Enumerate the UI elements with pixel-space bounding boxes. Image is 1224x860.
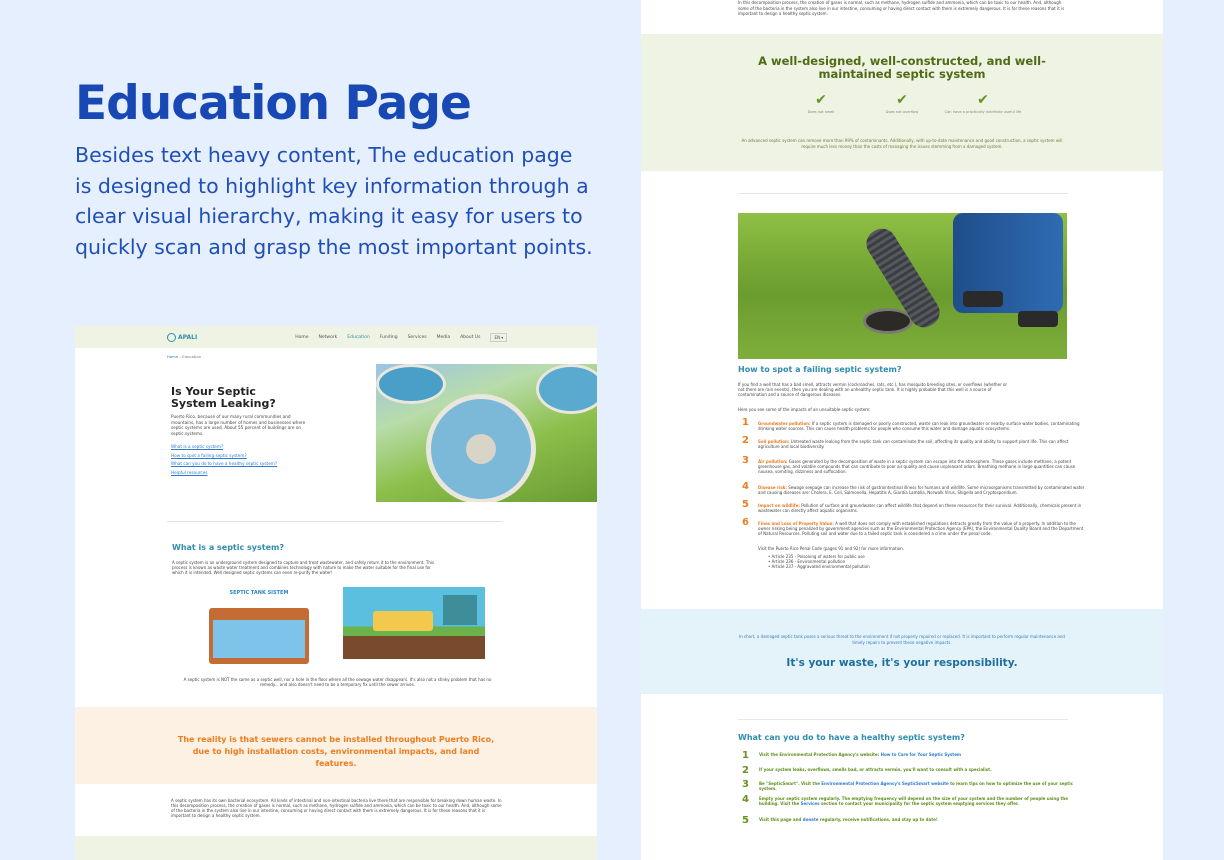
impact-text: Gases generated by the decomposition of waste in a septic system can escape into the atmosphere. These gases include methane, a potent greenhouse gas, and volatile compounds that can contribute to poor air quality and cause unpleasant odors. Breathing methane in large quantities can cause nausea, vomiting, dizziness and suffocation. [758, 459, 1076, 475]
impact-number: 1 [742, 417, 749, 428]
impact-text: Untreated waste leaking from the septic tank can contaminate the soil, affecting its quality and ability to support plant life. This can affect agriculture and local biodiversity. [758, 439, 1069, 450]
toc-link[interactable]: How to spot a failing septic system? [171, 452, 247, 458]
chevron-down-icon: ▾ [501, 334, 504, 340]
divider [738, 193, 1068, 194]
impact-number: 6 [742, 517, 749, 528]
divider [167, 521, 503, 522]
impact-number: 3 [742, 455, 749, 466]
septic-tank-diagram [193, 586, 325, 666]
list-item: • Article 236 - Environmental pollution [768, 559, 846, 564]
impact-label: Impact on wildlife: [758, 503, 800, 508]
impacts-subtitle: Here you see some of the impacts of an unsuitable septic system: [738, 407, 871, 412]
table-of-contents [171, 443, 277, 477]
responsibility-text: In short, a damaged septic tank poses a serious threat to the environment if not properly repaired or replaced. It is important to perform regular maintenance and timely repairs to prevent these negative impacts. [739, 634, 1065, 645]
step-number: 5 [742, 815, 749, 826]
benefit-label: Does not overflow [885, 110, 919, 114]
navbar [75, 326, 597, 348]
toc-link[interactable]: What is a septic system? [171, 444, 224, 449]
divider [738, 719, 1068, 720]
check-circle-icon: ✔ [977, 92, 989, 108]
check-circle-icon: ✔ [815, 92, 827, 108]
treatment-plant-image [376, 364, 597, 502]
impact-number: 4 [742, 481, 749, 492]
diagram-title: SEPTIC TANK SISTEM [229, 590, 289, 596]
breadcrumb [167, 354, 201, 359]
next-section-band [75, 836, 597, 860]
impact-label: Fines and Loss of Property Value: [758, 521, 834, 526]
logo-text: APALI [178, 333, 198, 341]
impact-text: Sewage seepage can increase the risk of gastrointestinal illness for humans and wildlife. Some microorganisms transmitted by contaminated water and causing diseases are: Cholera, E. Coli, Salmonella, Hepatitis A, Giardia Lamblia, Norwalk Virus, Shigella and Cryptosporidium. [758, 485, 1085, 496]
section-title: What can you do to have a healthy septic system? [738, 733, 965, 742]
section-title: What is a septic system? [172, 543, 284, 552]
benefit-item [943, 92, 1023, 115]
list-item: • Article 235 - Poisoning of waters for public use [768, 554, 865, 559]
ecosystem-text-continued: In this decomposition process, the creation of gases is normal, such as methane, hydrogen sulfide and ammonia, which can be toxic to our health. And, although some of the bacteria in the system also live in our intestine, consuming or having direct contact with them is extremely dangerous. It is for these reasons that it is important to design a healthy septic system. [738, 0, 1065, 16]
nav-media[interactable]: Media [436, 334, 451, 340]
benefit-label: Can have a practically indefinite useful life [944, 110, 1022, 114]
ecosystem-text: A septic system has its own bacterial ecosystem. All kinds of intestinal and non-intestinal bacteria live there that are responsible for breaking down human waste. In this decomposition process, the creation of gases is normal, such as methane, hydrogen sulfide and ammonia, which can be toxic to our health. And, although some of the bacteria in the system also live in our intestine, consuming or having direct contact with them is extremely dangerous. It is for these reasons that it is important to design a healthy septic system. [171, 798, 502, 818]
impact-label: Air pollution: [758, 459, 788, 464]
impact-label: Soil pollution: [758, 439, 790, 444]
nav-home[interactable]: Home [295, 334, 309, 340]
responsibility-band [641, 609, 1163, 694]
step-link[interactable]: donate [802, 817, 819, 822]
step-number: 2 [742, 765, 749, 776]
page-title: Education Page [75, 76, 471, 131]
step-number: 4 [742, 794, 749, 805]
breadcrumb-home[interactable]: Home [167, 354, 179, 359]
section-title: How to spot a failing septic system? [738, 365, 902, 374]
nav-about-us[interactable]: About Us [460, 334, 481, 340]
article-title: Is Your Septic System Leaking? [171, 385, 276, 410]
toc-link[interactable]: Helpful resources [171, 469, 208, 475]
logo[interactable] [167, 333, 197, 342]
list-item: • Article 237 - Aggravated environmental pollution [768, 564, 870, 569]
septic-pumping-photo [738, 213, 1067, 359]
benefit-label: Does not smell [807, 110, 835, 114]
section-intro: If you find a well that has a bad smell, attracts vermin (cockroaches, rats, etc.), has mosquito breeding sites, or overflows (whether or not there are rain events), then you are dealing with an unhealthy septic tank. It is highly probable that this well is a source of contamination and a source of dangerous diseases. [738, 382, 1008, 397]
chevron-right-icon: › [179, 354, 183, 359]
right-mockup: In this decomposition process, the creation of gases is normal, such as methane, hydrogen sulfide and ammonia, which can be toxic to our health. And, although some of the bacteria in the system also live in our intestine, consuming or having direct contact with them is extremely dangerous. It is for these reasons that it is important to design a healthy septic system. A well-designed, well-constructed, and well-maintained septic system ✔ Does not smell ✔ Does not overflow ✔ Can have a practically indefinite useful life An advanced septic system can remove more than 99% of contaminants. Additionally, with up-to-date maintenance and good construction, a septic system will require much less money than the costs of managing the issues stemming from a damaged system. How to spot a failing septic system? If you find a well that has a bad smell, attracts vermin (cockroaches, rats, etc.), has mosquito breeding sites, or overflows (whether or not there are rain events), then you are dealing with an unhealthy septic tank. It is highly probable that this well is a source of contamination and a source of dangerous diseases. Here you see some of the impacts of an unsuitable septic system: 1 Groundwater pollution: If a septic system is damaged or poorly constructed, waste can leak into groundwater or nearby surface water bodies, contaminating drinking water sources. This can cause health problems for people who consume this water and damage aquatic ecosystems. 2 Soil pollution: Untreated waste leaking from the septic tank can contaminate the soil, affecting its quality and ability to support plant life. This can affect agriculture and local biodiversity. 3 Air pollution: Gases generated by the decomposition of waste in a septic system can escape into the atmosphere. These gases include methane, a potent greenhouse gas, and volatile compounds that can contribute to poor air quality and cause unpleasant odors. Breathing methane in large quantities can cause nausea, vomiting, dizziness and suffocation. 4 Disease risk: Sewage seepage can increase the risk of gastrointestinal illness for humans and wildlife. Some microorganisms transmitted by contaminated water and causing diseases are: Cholera, E. Coli, Salmonella, Hepatitis A, Giardia Lamblia, Norwalk Virus, Shigella and Cryptosporidium. 5 Impact on wildlife: Pollution of surface and groundwater can affect wildlife that depend on these resources for their survival. Additionally, chemicals present in wastewater can directly affect aquatic organisms. 6 Fines and Loss of Property Value: A well that does not comply with established regulations detracts greatly from the value of a property. In addition to the owner risking being penalized by government agencies such as the Environmental Protection Agency (EPA), the Environmental Quality Board and the Department of Natural Resources. Polluting soil and water due to a failed septic tank is considered a crime under the penal code. Visit the Puerto Rico Penal Code (pages 91 and 92) for more information. • Article 235 - Poisoning of waters for public use • Article 236 - Environmental pollution • Article 237 - Aggravated environmental pollution In short, a damaged septic tank poses a serious threat to the environment if not properly repaired or replaced. It is important to perform regular maintenance and timely repairs to prevent these negative impacts. It's your waste, it's your responsibility. What can you do to have a healthy septic system? 1 Visit the Environmental Protection Agency's website: How to Care for Your Septic System 2 If your system leaks, overflows, smells bad, or attracts vermin, you'll want to consult with a specialist. 3 Be "SepticSmart". Visit the Environmental Protection Agency's SepticSmart website to learn tips on how to optimize the use of your septic system. 4 Empty your septic system regularly. The emptying frequency will depend on the size of your system and the number of people using the building. Visit the Services section to contact your municipality for the septic system emptying services they offer. 5 Visit this page and donate regularly, receive notifications, and stay up to date! [641, 0, 1163, 860]
impact-text: If a septic system is damaged or poorly constructed, waste can leak into groundwater or nearby surface water bodies, contaminating drinking water sources. This can cause health problems for people who consume this water and damage aquatic ecosystems. [758, 421, 1080, 432]
nav-network[interactable]: Network [318, 334, 338, 340]
nav-funding[interactable]: Funding [379, 334, 398, 340]
nav-education[interactable]: Education [347, 334, 370, 340]
highlight-text: The reality is that sewers cannot be installed throughout Puerto Rico, due to high installation costs, environmental impacts, and land features. [177, 735, 495, 768]
impact-number: 2 [742, 435, 749, 446]
section-body: A septic system is an underground system designed to capture and treat wastewater, and safely return it to the environment. This process is known as waste water treatment and combines technology with nature to make the water suitable for the final use for which it is intended. Well designed septic systems can even re-purify the water! [172, 560, 435, 575]
impact-label: Disease risk: [758, 485, 787, 490]
article-intro: Puerto Rico, because of our many rural communities and mountains, has a large number of homes and businesses where septic systems are used. About 55 percent of buildings are on septic systems. [171, 414, 306, 436]
hero-description: Besides text heavy content, The education page is designed to highlight key information through a clear visual hierarchy, making it easy for users to quickly scan and grasp the most important points. [75, 143, 593, 259]
step-number: 3 [742, 779, 749, 790]
benefit-item [862, 92, 942, 115]
breadcrumb-current: Education [182, 354, 202, 359]
step-link[interactable]: How to Care for Your Septic System [880, 752, 962, 757]
impact-text: A well that does not comply with established regulations detracts greatly from the value of a property. In addition to the owner risking being penalized by government agencies such as the Environmental Protection Agency (EPA), the Environmental Quality Board and the Department of Natural Resources. Polluting soil and water due to a failed septic tank is considered a crime under the penal code. [758, 521, 1084, 537]
impact-number: 5 [742, 499, 749, 510]
well-designed-title: A well-designed, well-constructed, and well-maintained septic system [758, 54, 1046, 81]
language-value: EN [494, 334, 500, 340]
step-link[interactable]: Environmental Protection Agency's SepticSmart website [821, 781, 949, 786]
diagram-caption: A septic system is NOT the same as a septic well, nor a hole in the floor where all the sewage water disappears. It's also not a stinky problem that has no remedy... and also doesn't need to be a temporary fix until the sewer arrives. [183, 677, 492, 687]
step-link[interactable]: Services [800, 801, 820, 807]
articles-list [768, 554, 870, 569]
toc-link[interactable]: What can you do to have a healthy septic system? [171, 461, 278, 466]
well-designed-note: An advanced septic system can remove more than 99% of contaminants. Additionally, with up-to-date maintenance and good construction, a septic system will require much less money than the costs of managing the issues stemming from a damaged system. [741, 138, 1063, 149]
responsibility-title: It's your waste, it's your responsibility. [786, 657, 1018, 669]
benefits-list [781, 92, 1023, 115]
check-circle-icon: ✔ [896, 92, 908, 108]
language-select[interactable] [490, 333, 507, 342]
step-number: 1 [742, 750, 749, 761]
benefit-item [781, 92, 861, 115]
penal-code-note: Visit the Puerto Rico Penal Code (pages 91 and 92) for more information. [758, 546, 905, 551]
impact-text: Pollution of surface and groundwater can affect wildlife that depend on these resources for their survival. Additionally, chemicals present in wastewater can directly affect aquatic organisms. [758, 503, 1082, 514]
nav-services[interactable]: Services [407, 334, 427, 340]
septic-truck-illustration [343, 587, 485, 659]
left-mockup [75, 326, 597, 860]
impact-label: Groundwater pollution: [758, 421, 811, 426]
logo-icon [167, 333, 176, 342]
